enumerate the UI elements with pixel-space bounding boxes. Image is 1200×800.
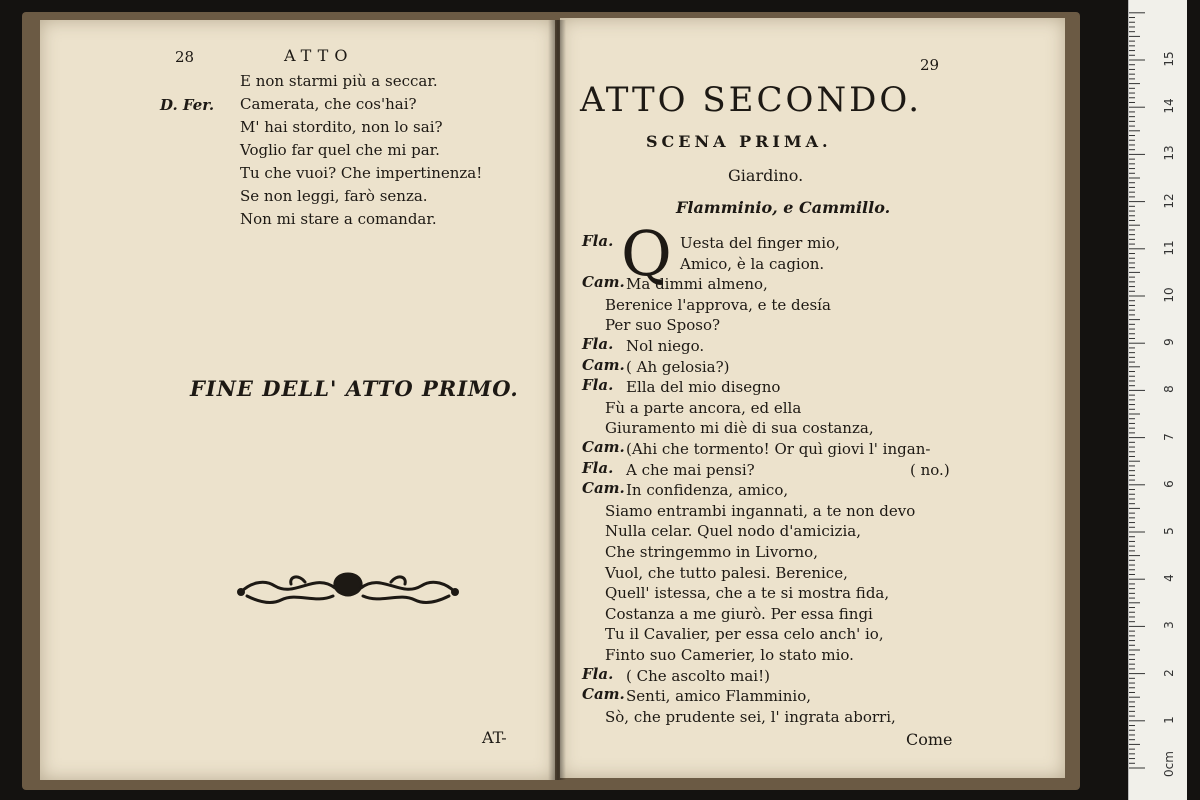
ruler-number: 13 xyxy=(1162,145,1176,162)
speaker-label: Fla. xyxy=(582,335,614,353)
speaker-label: Cam. xyxy=(582,273,625,292)
speaker-label: Cam. xyxy=(582,479,625,498)
verse-line: E non starmi più a seccar. xyxy=(240,72,438,90)
verse-line: ( Ah gelosia?) xyxy=(626,357,730,376)
catchword: Come xyxy=(906,730,953,749)
verse-line: A che mai pensi? xyxy=(626,460,755,479)
ruler-number: 0cm xyxy=(1162,751,1176,777)
speaker-label: Fla. xyxy=(582,232,614,250)
verse-line: Berenice l'approva, e te desía xyxy=(605,295,831,314)
act-end-heading: FINE DELL' ATTO PRIMO. xyxy=(190,376,519,401)
drop-cap: Q xyxy=(621,217,672,290)
left-running-head: ATTO xyxy=(284,46,354,65)
verse-line: Giuramento mi diè di sua costanza, xyxy=(605,419,874,438)
verse-line: Tu il Cavalier, per essa celo anch' io, xyxy=(605,625,884,644)
ruler-number: 3 xyxy=(1162,621,1176,630)
ruler-number: 5 xyxy=(1162,527,1176,535)
aside-text: ( no.) xyxy=(910,460,950,479)
ruler-number: 6 xyxy=(1162,479,1176,488)
verse-line: Ella del mio disegno xyxy=(626,378,781,397)
verse-line: M' hai stordito, non lo sai? xyxy=(240,118,443,136)
ruler-number: 10 xyxy=(1162,287,1176,303)
catchword: AT- xyxy=(482,728,507,747)
verse-line: Quell' istessa, che a te si mostra fida, xyxy=(605,584,890,603)
verse-line: Voglio far quel che mi par. xyxy=(240,141,440,159)
verse-line: ( Che ascolto mai!) xyxy=(626,666,770,685)
scene-characters: Flamminio, e Cammillo. xyxy=(676,198,891,217)
verse-line: Camerata, che cos'hai? xyxy=(240,95,417,113)
verse-line: Tu che vuoi? Che impertinenza! xyxy=(240,164,483,182)
scene-place: Giardino. xyxy=(728,166,804,185)
ruler-number: 2 xyxy=(1162,668,1176,677)
verse-line: Che stringemmo in Livorno, xyxy=(605,543,818,561)
scene-heading: SCENA PRIMA. xyxy=(646,132,832,151)
verse-line: Fù a parte ancora, ed ella xyxy=(605,398,802,417)
left-page-number: 28 xyxy=(175,48,195,66)
act-title: ATTO SECONDO. xyxy=(580,80,923,120)
speaker-label: D. Fer. xyxy=(160,96,215,114)
verse-line: Amico, è la cagion. xyxy=(680,254,825,273)
speaker-label: Cam. xyxy=(582,355,625,374)
speaker-label: Fla. xyxy=(582,376,614,395)
speaker-label: Fla. xyxy=(582,664,614,683)
ornament-icon xyxy=(235,568,461,608)
verse-line: Siamo entrambi ingannati, a te non devo xyxy=(605,501,916,520)
verse-line: (Ahi che tormento! Or quì giovi l' ingan- xyxy=(626,440,931,458)
speaker-label: Fla. xyxy=(582,458,614,477)
ruler-number: 1 xyxy=(1162,715,1176,724)
ruler-number: 14 xyxy=(1162,98,1176,114)
ruler-number: 15 xyxy=(1162,51,1176,67)
verse-line: Se non leggi, farò senza. xyxy=(240,187,428,205)
verse-line: Vuol, che tutto palesi. Berenice, xyxy=(605,563,848,582)
verse-line: Sò, che prudente sei, l' ingrata aborri, xyxy=(605,707,896,726)
right-page-number: 29 xyxy=(920,56,940,74)
speaker-label: Cam. xyxy=(582,685,625,704)
ruler-ticks xyxy=(1129,0,1187,800)
verse-line: Nol niego. xyxy=(626,337,705,355)
ruler-number: 9 xyxy=(1162,338,1176,347)
speaker-label: Cam. xyxy=(582,438,625,456)
verse-line: Non mi stare a comandar. xyxy=(240,210,437,228)
ruler-number: 12 xyxy=(1162,192,1176,209)
ruler-number: 7 xyxy=(1162,432,1176,441)
ruler-number: 8 xyxy=(1162,385,1176,394)
verse-line: In confidenza, amico, xyxy=(626,481,789,500)
verse-line: Per suo Sposo? xyxy=(605,316,721,335)
verse-line: Ma dimmi almeno, xyxy=(626,275,768,294)
gutter-shadow xyxy=(548,20,566,780)
verse-line: Nulla celar. Quel nodo d'amicizia, xyxy=(605,522,861,541)
measuring-ruler xyxy=(1128,0,1187,800)
verse-line: Uesta del finger mio, xyxy=(680,234,840,252)
verse-line: Senti, amico Flamminio, xyxy=(626,687,811,706)
ruler-number: 4 xyxy=(1162,574,1176,583)
verse-line: Costanza a me giurò. Per essa fingi xyxy=(605,604,873,623)
ruler-number: 11 xyxy=(1162,240,1176,256)
verse-line: Finto suo Camerier, lo stato mio. xyxy=(605,646,854,664)
